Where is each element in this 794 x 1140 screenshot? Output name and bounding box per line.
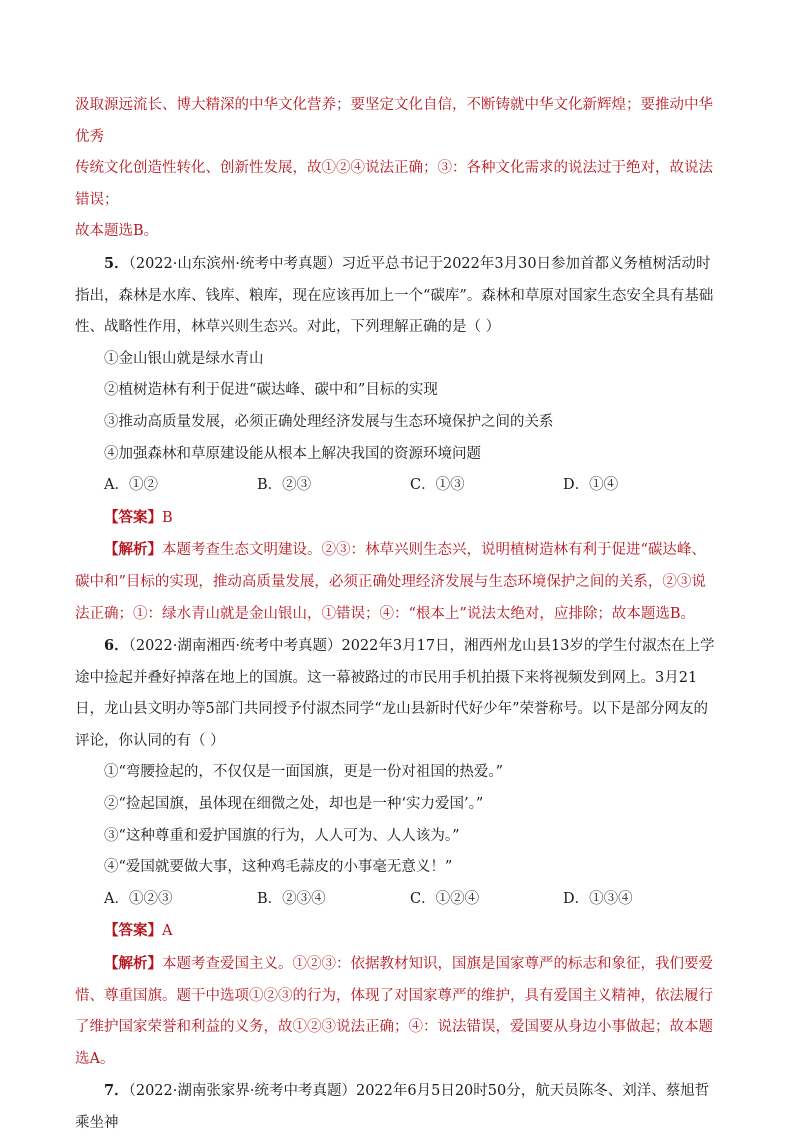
question-6-stem xyxy=(75,630,720,757)
question-6-text: 2022年3月17日，湘西州龙山县13岁的学生付淑杰在上学途中捡起并叠好掉落在地上的国旗。这一幕被路过的市民用手机拍摄下来将视频发到网上。3月21日，龙山县文明办等5部门共同授予付淑杰同学“龙山县新时代好少年”荣誉称号。以下是部分网友的评论，你认同的有（ ） xyxy=(75,638,715,749)
question-5-choice-c: C．①③ xyxy=(410,477,465,494)
page-content xyxy=(75,90,720,1140)
question-5-text: 习近平总书记于2022年3月30日参加首都义务植树活动时指出，森林是水库、钱库、粮库，现在应该再加上一个“碳库”。森林和草原对国家生态安全具有基础性、战略性作用，林草兴则生态兴。对此，下列理解正确的是（ ） xyxy=(75,255,714,336)
question-5-source: （2022·山东滨州·统考中考真题） xyxy=(128,255,342,272)
prev-analysis-line1: 汲取源远流长、博大精深的中华文化营养；要坚定文化自信，不断铸就中华文化新辉煌；要推动中华优秀 xyxy=(75,97,713,145)
question-7-text: 2022年6月5日20时50分，航天员陈冬、刘洋、蔡旭哲乘坐神 xyxy=(75,1083,710,1131)
question-6-choice-c: C．①②④ xyxy=(410,890,480,907)
question-6-item-3: ③“这种尊重和爱护国旗的行为，人人可为、人人该为。” xyxy=(104,827,460,844)
question-6-choice-b: B．②③④ xyxy=(257,890,326,907)
question-6-analysis-text-3: 的行为，体现了对国家尊严的维护，具有爱国主义精神，依法履行了维护国家荣誉和利益的义务，故①②③说法正确；④：说法错误，爱国要从身边小事做起；故本题选A。 xyxy=(75,987,713,1067)
question-5-answer xyxy=(75,502,720,535)
question-5-item-3: ③推动高质量发展，必须正确处理经济发展与生态环境保护之间的关系 xyxy=(104,413,554,430)
question-5-item-2: ②植树造林有利于促进“碳达峰、碳中和”目标的实现 xyxy=(104,382,438,399)
prev-analysis-line2: 传统文化创造性转化、创新性发展，故①②④说法正确；③：各种文化需求的说法过于绝对，故说法错误； xyxy=(75,160,713,208)
question-6-analysis xyxy=(75,948,720,1075)
question-6-item-4: ④“爱国就要做大事，这种鸡毛蒜皮的小事毫无意义！” xyxy=(104,859,453,876)
question-6-analysis-text-1: 本题考查爱国主义。 xyxy=(162,956,293,973)
question-5-item-4: ④加强森林和草原建设能从根本上解决我国的资源环境问题 xyxy=(104,445,481,462)
answer-label: 【答案】 xyxy=(104,922,162,940)
answer-label: 【答案】 xyxy=(104,508,162,526)
question-5-item-1: ①金山银山就是绿水青山 xyxy=(104,350,264,367)
question-6-choice-a: A．①②③ xyxy=(104,890,173,907)
question-5-choices xyxy=(75,470,720,502)
question-5-choice-d: D．①④ xyxy=(563,477,619,494)
question-6-choice-d: D．①③④ xyxy=(563,890,633,907)
analysis-label: 【解析】 xyxy=(104,955,162,973)
question-5-analysis-text-2: 绿水青山就是金山银山，①错误；④：“根本上”说法太绝对，应排除；故本题选B。 xyxy=(162,605,695,622)
question-5-number: 5． xyxy=(104,254,129,272)
question-6-number: 6． xyxy=(104,637,129,655)
question-6-analysis-highlight-1: ①②③ xyxy=(292,956,336,973)
question-5-analysis-text-1: 本题考查生态文明建设。②③：林草兴则生态兴，说明植树造林有利于促进“碳达峰、碳中和”目标的实现，推动高质量发展，必须正确处理经济发展与生态环境保护之间的关系， xyxy=(75,542,706,590)
question-5-analysis-highlight: ②③说法正确；①： xyxy=(75,573,706,622)
question-6-item-1: ①“弯腰捡起的，不仅仅是一面国旗，更是一份对祖国的热爱。” xyxy=(104,764,504,781)
question-7-stem xyxy=(75,1075,720,1139)
question-5-answer-value: B xyxy=(162,509,173,526)
question-6-item-2: ②“捡起国旗，虽体现在细微之处，却也是一种‘实力爱国’。” xyxy=(104,796,484,813)
question-5-choice-b: B．②③ xyxy=(257,477,312,494)
question-5-choice-a: A．①② xyxy=(104,477,158,494)
prev-analysis-line3: 故本题选B。 xyxy=(75,223,159,240)
question-6-answer xyxy=(75,915,720,948)
question-6-source: （2022·湖南湘西·统考中考真题） xyxy=(128,638,342,655)
question-6-choices xyxy=(75,884,720,916)
question-6-analysis-text-2: ：依据教材知识，国旗是国家尊严的标志和象征，我们要爱惜、尊重国旗。题干中选项 xyxy=(75,956,713,1004)
analysis-label: 【解析】 xyxy=(104,541,162,559)
question-6-answer-value: A xyxy=(162,923,173,940)
question-5-stem xyxy=(75,248,720,344)
question-7-source: （2022·湖南张家界·统考中考真题） xyxy=(128,1083,356,1100)
question-6-analysis-highlight-2: ①②③ xyxy=(249,987,293,1004)
question-7-number: 7． xyxy=(104,1082,129,1100)
question-5-analysis xyxy=(75,534,720,630)
